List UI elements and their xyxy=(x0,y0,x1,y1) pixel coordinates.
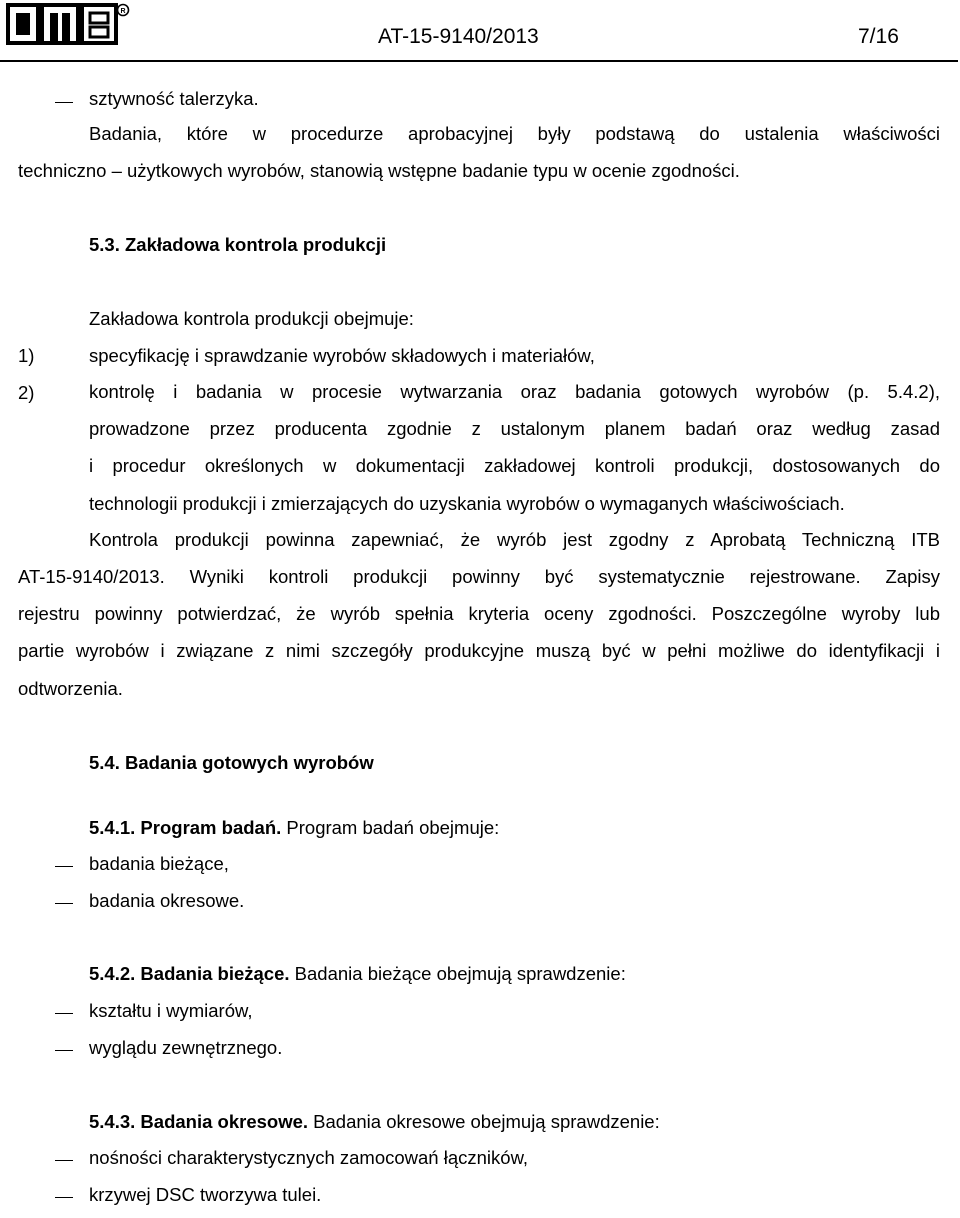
list-item: nośności charakterystycznych zamocowań łączników, xyxy=(89,1147,529,1168)
paragraph-line: AT-15-9140/2013. Wyniki kontroli produkcji powinny być systematycznie rejestrowane. Zapisy xyxy=(18,566,940,587)
paragraph-line: Badania, które w procedurze aprobacyjnej były podstawą do ustalenia właściwości xyxy=(89,123,940,144)
list-number: 2) xyxy=(18,382,35,403)
paragraph-line: Zakładowa kontrola produkcji obejmuje: xyxy=(89,308,414,329)
list-number: 1) xyxy=(18,345,35,366)
paragraph-line: Kontrola produkcji powinna zapewniać, że wyrób jest zgodny z Aprobatą Techniczną ITB xyxy=(89,529,940,550)
itb-logo-icon xyxy=(6,3,130,45)
bullet-dash xyxy=(55,903,73,904)
subsection-title: 5.4.3. Badania okresowe. xyxy=(89,1111,309,1132)
list-item: krzywej DSC tworzywa tulei. xyxy=(89,1184,322,1205)
bullet-dash xyxy=(55,102,73,103)
subsection-text: Program badań obejmuje: xyxy=(281,817,500,838)
paragraph-line: partie wyrobów i związane z nimi szczegóły produkcyjne muszą być w pełni możliwe do identyfikacji i xyxy=(18,640,940,661)
bullet-dash xyxy=(55,1013,73,1014)
subsection-title: 5.4.2. Badania bieżące. xyxy=(89,963,290,984)
section-heading: 5.3. Zakładowa kontrola produkcji xyxy=(89,234,387,255)
paragraph-line: techniczno – użytkowych wyrobów, stanowią wstępne badanie typu w ocenie zgodności. xyxy=(18,160,740,181)
list-item: i procedur określonych w dokumentacji zakładowej kontroli produkcji, dostosowanych do xyxy=(89,455,940,476)
paragraph-line: rejestru powinny potwierdzać, że wyrób spełnia kryteria oceny zgodności. Poszczególne wyroby lub xyxy=(18,603,940,624)
bullet-dash xyxy=(55,1160,73,1161)
bullet-dash xyxy=(55,1050,73,1051)
list-item: kształtu i wymiarów, xyxy=(89,1000,253,1021)
list-item: badania bieżące, xyxy=(89,853,229,874)
page-number: 7/16 xyxy=(858,25,899,48)
list-item: kontrolę i badania w procesie wytwarzania oraz badania gotowych wyrobów (p. 5.4.2), xyxy=(89,381,940,402)
list-item: technologii produkcji i zmierzających do uzyskania wyrobów o wymaganych właściwościach. xyxy=(89,493,845,514)
subsection-543 xyxy=(89,1110,660,1134)
list-item: badania okresowe. xyxy=(89,890,245,911)
subsection-title: 5.4.1. Program badań. xyxy=(89,817,282,838)
list-item: prowadzone przez producenta zgodnie z ustalonym planem badań oraz według zasad xyxy=(89,418,940,439)
header-divider xyxy=(0,60,958,62)
paragraph-line: odtworzenia. xyxy=(18,678,123,699)
section-heading: 5.4. Badania gotowych wyrobów xyxy=(89,752,374,773)
list-item: specyfikację i sprawdzanie wyrobów składowych i materiałów, xyxy=(89,345,595,366)
subsection-text: Badania okresowe obejmują sprawdzenie: xyxy=(308,1111,660,1132)
list-item: wyglądu zewnętrznego. xyxy=(89,1037,283,1058)
subsection-text: Badania bieżące obejmują sprawdzenie: xyxy=(289,963,626,984)
list-item: sztywność talerzyka. xyxy=(89,88,259,109)
document-number: AT-15-9140/2013 xyxy=(378,25,539,48)
svg-text:R: R xyxy=(120,8,126,15)
bullet-dash xyxy=(55,1197,73,1198)
subsection-541 xyxy=(89,816,499,840)
subsection-542 xyxy=(89,962,626,986)
bullet-dash xyxy=(55,866,73,867)
